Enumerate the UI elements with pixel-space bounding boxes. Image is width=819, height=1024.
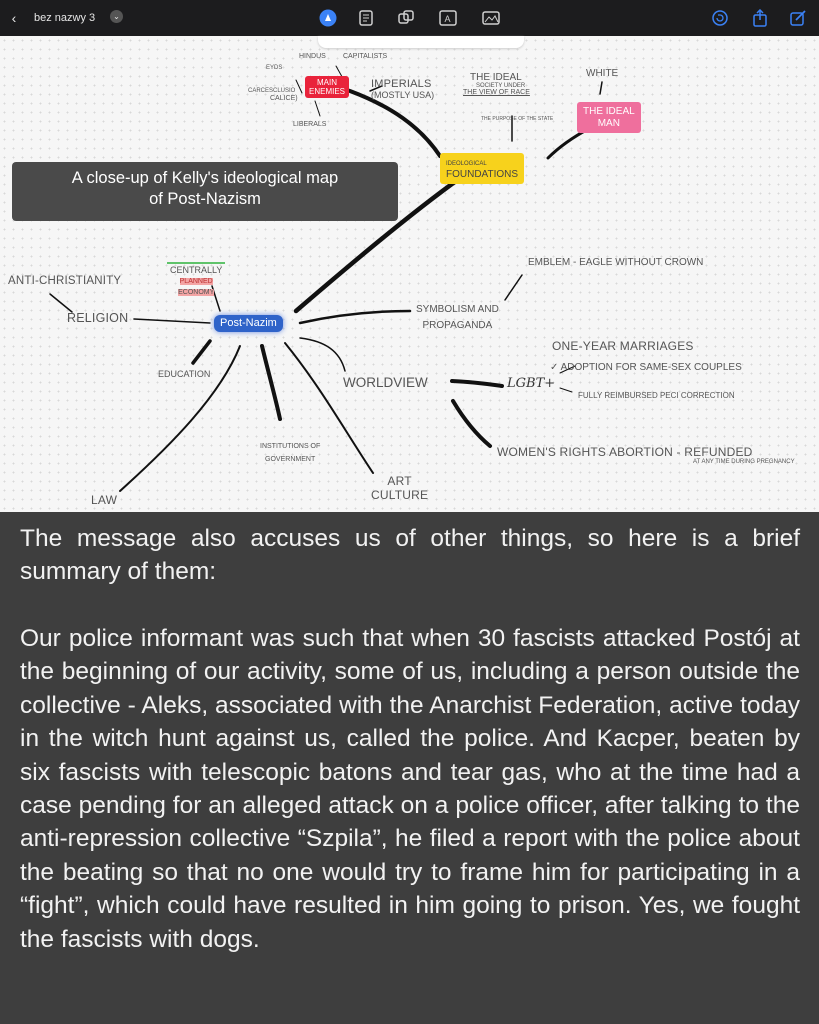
node-education[interactable]: EDUCATION <box>158 369 211 379</box>
ideal-man-line2: MAN <box>597 117 620 129</box>
culture-line: CULTURE <box>371 487 429 502</box>
node-ideal-man[interactable] <box>577 102 641 133</box>
share-icon[interactable] <box>750 8 770 28</box>
symbolism-line2: PROPAGANDA <box>422 320 493 331</box>
node-one-year-marriages[interactable]: ONE-YEAR MARRIAGES <box>552 339 694 353</box>
main-enemies-line2: ENEMIES <box>309 87 346 97</box>
image-icon[interactable] <box>481 8 501 28</box>
node-eyds[interactable]: EYDS <box>266 65 283 71</box>
pen-tool-icon[interactable] <box>318 8 338 28</box>
symbolism-line1: SYMBOLISM AND <box>416 304 499 315</box>
node-carcesclusio[interactable]: CARCESCLUSIO <box>248 88 296 94</box>
institutions-line1: INSTITUTIONS OF <box>260 443 321 450</box>
node-womens-rights[interactable]: WOMEN'S RIGHTS ABORTION - REFUNDED <box>497 445 753 459</box>
svg-text:A: A <box>444 14 451 24</box>
dropdown-chevron-icon[interactable]: ⌄ <box>110 10 123 23</box>
back-chevron-icon[interactable]: ‹ <box>11 10 17 26</box>
node-view-of-race: THE VIEW OF RACE <box>463 89 530 96</box>
node-emblem[interactable]: EMBLEM - EAGLE WITHOUT CROWN <box>528 257 704 268</box>
node-any-time: AT ANY TIME DURING PREGNANCY <box>693 459 795 465</box>
node-purpose-of-state: THE PURPOSE OF THE STATE <box>481 116 554 122</box>
node-centrally-planned-economy[interactable] <box>167 262 225 298</box>
document-title[interactable]: bez nazwy 3 <box>34 12 96 24</box>
mind-map-canvas[interactable] <box>0 36 819 512</box>
node-center-post-nazim[interactable]: Post-Nazim <box>214 315 283 332</box>
main-enemies-line1: MAIN <box>317 78 337 87</box>
text-box-icon[interactable] <box>438 8 458 28</box>
top-toolbar <box>0 0 819 36</box>
institutions-line2: GOVERNMENT <box>265 456 316 464</box>
art-line: ART <box>387 474 412 488</box>
mind-map-connectors <box>0 36 819 512</box>
article-panel <box>0 512 819 1024</box>
node-reimbursed[interactable]: FULLY REIMBURSED PECI CORRECTION <box>578 391 735 400</box>
map-caption <box>12 162 398 221</box>
node-imperials[interactable]: IMPERIALS <box>371 78 432 90</box>
node-society-under: SOCIETY UNDER <box>476 83 526 89</box>
node-worldview[interactable]: WORLDVIEW <box>343 375 428 390</box>
node-art-culture[interactable] <box>371 475 428 503</box>
node-adoption[interactable]: ✓ ADOPTION FOR SAME-SEX COUPLES <box>550 362 742 373</box>
canvas-tab-handle[interactable] <box>318 36 524 48</box>
foundations-line1: IDEOLOGICAL <box>446 161 487 167</box>
ideal-man-line1: THE IDEAL <box>583 106 635 117</box>
edit-icon[interactable] <box>788 8 808 28</box>
article-paragraph-1: The message also accuses us of other things, so here is a brief summary of them: <box>20 525 800 586</box>
node-anti-christianity[interactable]: ANTI-CHRISTIANITY <box>8 275 122 287</box>
shapes-icon[interactable] <box>396 8 416 28</box>
node-liberals[interactable]: LIBERALS <box>293 121 327 128</box>
notes-icon[interactable] <box>356 8 376 28</box>
node-the-ideal[interactable]: THE IDEAL <box>470 72 522 83</box>
node-religion[interactable]: RELIGION <box>67 311 129 325</box>
economy-line1: CENTRALLY <box>170 265 223 275</box>
node-calice[interactable]: CALICE) <box>270 95 298 102</box>
node-white[interactable]: WHITE <box>586 68 619 79</box>
node-main-enemies[interactable] <box>305 76 349 98</box>
node-hindus[interactable]: HINDUS <box>299 53 326 60</box>
node-imperials-sub: (MOSTLY USA) <box>371 90 435 100</box>
node-law[interactable]: LAW <box>91 493 118 507</box>
node-capitalists[interactable]: CAPITALISTS <box>343 53 388 60</box>
caption-line1: A close-up of Kelly's ideological map <box>71 169 339 187</box>
foundations-line2: FOUNDATIONS <box>446 168 519 180</box>
undo-icon[interactable] <box>710 8 730 28</box>
node-ideological-foundations[interactable] <box>440 153 524 184</box>
economy-line2: PLANNED <box>179 278 213 286</box>
node-lgbt[interactable]: LGBT+ <box>507 376 556 391</box>
caption-line2: of Post-Nazism <box>149 190 261 209</box>
economy-line3: ECONOMY <box>178 289 215 297</box>
node-symbolism-propaganda[interactable] <box>416 302 499 334</box>
node-institutions[interactable] <box>260 440 320 467</box>
article-paragraph-2: Our police informant was such that when 30 fascists attacked Postój at the beginning of our activity, some of us, including a person outside the collective - Aleks, associated with the Anarchist Federation, active today in the witch hunt against us, called the police. And Kacper, beaten by six fascists with telescopic batons and tear gas, who at the time had a case pending for an alleged attack on a police officer, after talking to the anti-repression collective “Szpila”, he filed a report with the police about the beating so that no one would try to frame him for participating in a “fight”, which could have resulted in him going to prison. Yes, we fought the fascists with dogs. <box>20 625 800 953</box>
